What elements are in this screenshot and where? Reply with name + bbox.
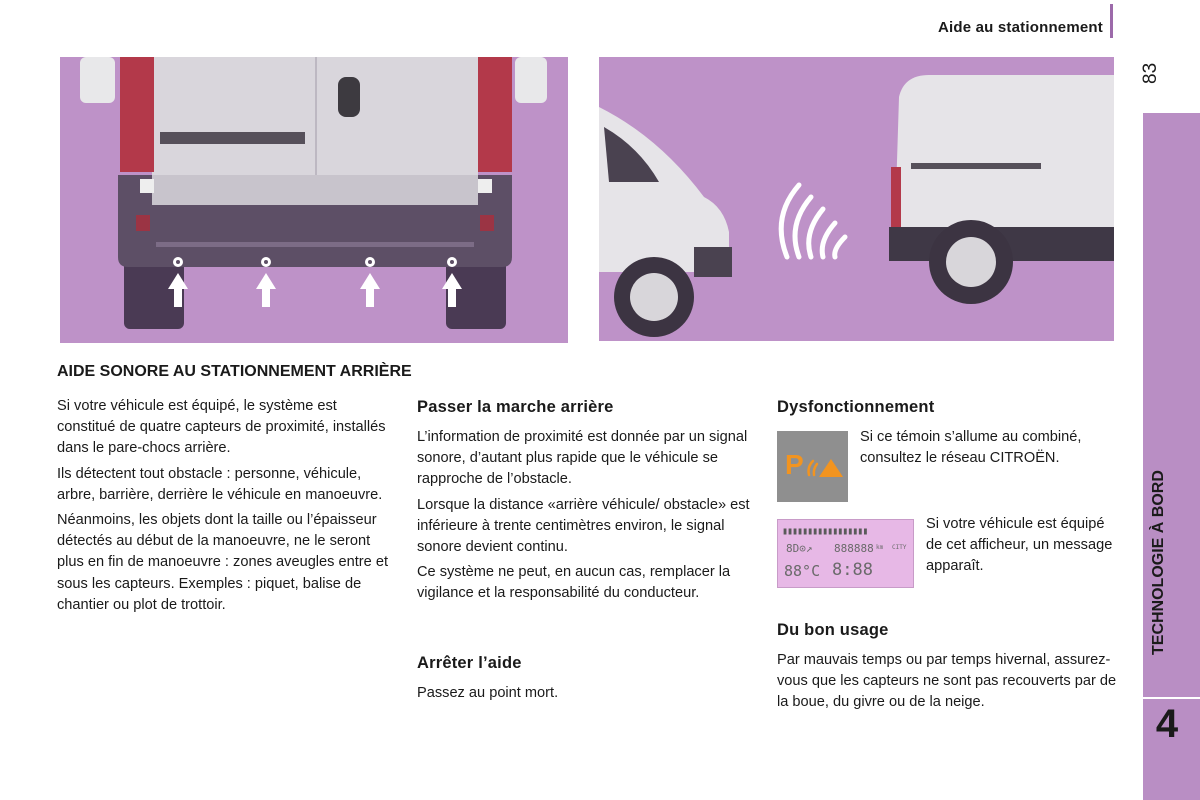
chapter-tab-divider	[1143, 697, 1200, 699]
rear-sensors-illustration	[60, 57, 568, 343]
good-use-heading: Du bon usage	[777, 621, 889, 639]
instrument-display-icon	[777, 519, 914, 588]
display-odometer: 888888	[834, 542, 874, 555]
warning-light-text: Si ce témoin s’allume au combiné, consultez le réseau CITROËN.	[860, 429, 1082, 467]
intro-paragraph: Néanmoins, les objets dont la taille ou l’épaisseur détectés au début de la manoeuvre, ne le seront plus en fin de manoeuvre : zones aveugles entre et sous les capteurs. Exemples : piquet, balise de chantier ou plot de trottoir.	[57, 512, 389, 613]
parking-sensor-warning-icon	[777, 431, 848, 502]
display-clock: 8:88	[832, 560, 873, 580]
display-text: Si votre véhicule est équipé de cet afficheur, un message apparaît.	[926, 516, 1113, 575]
good-use-text: Par mauvais temps ou par temps hivernal, assurez-vous que les capteurs ne sont pas recouverts par de la boue, du givre ou de la neige.	[777, 652, 1117, 711]
reverse-paragraph: Lorsque la distance «arrière véhicule/ obstacle» est inférieure à trente centimètres environ, le signal sonore devient continu.	[417, 496, 750, 556]
display-km-unit: km	[876, 544, 884, 551]
stop-assist-heading: Arrêter l’aide	[417, 654, 522, 672]
header-divider	[1110, 4, 1113, 38]
display-segment-bar: ▮▮▮▮▮▮▮▮▮▮▮▮▮▮▮▮▮	[782, 526, 868, 537]
warning-icon-letter: P	[785, 449, 804, 480]
chapter-number: 4	[1155, 702, 1179, 746]
warning-waves-icon	[805, 453, 845, 481]
display-indicators: 8D⊙↗	[786, 542, 813, 555]
reverse-paragraph: Ce système ne peut, en aucun cas, remplacer la vigilance et la responsabilité du conducteur.	[417, 564, 731, 602]
display-city-label: CITY	[892, 544, 907, 551]
intro-paragraph: Ils détectent tout obstacle : personne, véhicule, arbre, barrière, derrière le véhicule en manoeuvre.	[57, 465, 383, 503]
stop-assist-text: Passez au point mort.	[417, 685, 559, 701]
reverse-gear-column	[417, 427, 762, 609]
chapter-tab-label: TECHNOLOGIE À BORD	[1150, 470, 1167, 655]
reverse-paragraph: L’information de proximité est donnée par un signal sonore, d’autant plus rapide que le véhicule se rapproche de l’obstacle.	[417, 429, 748, 488]
proximity-warning-illustration	[599, 57, 1114, 341]
section-heading: AIDE SONORE AU STATIONNEMENT ARRIÈRE	[57, 363, 412, 380]
running-header-title: Aide au stationnement	[937, 19, 1103, 36]
display-temperature: 88°C	[784, 562, 821, 580]
malfunction-heading: Dysfonctionnement	[777, 398, 935, 416]
intro-paragraph: Si votre véhicule est équipé, le système est constitué de quatre capteurs de proximité, installés dans le pare-chocs arrière.	[57, 398, 386, 457]
reverse-gear-heading: Passer la marche arrière	[417, 398, 614, 416]
page-number: 83	[1140, 62, 1161, 84]
intro-column	[57, 396, 392, 620]
